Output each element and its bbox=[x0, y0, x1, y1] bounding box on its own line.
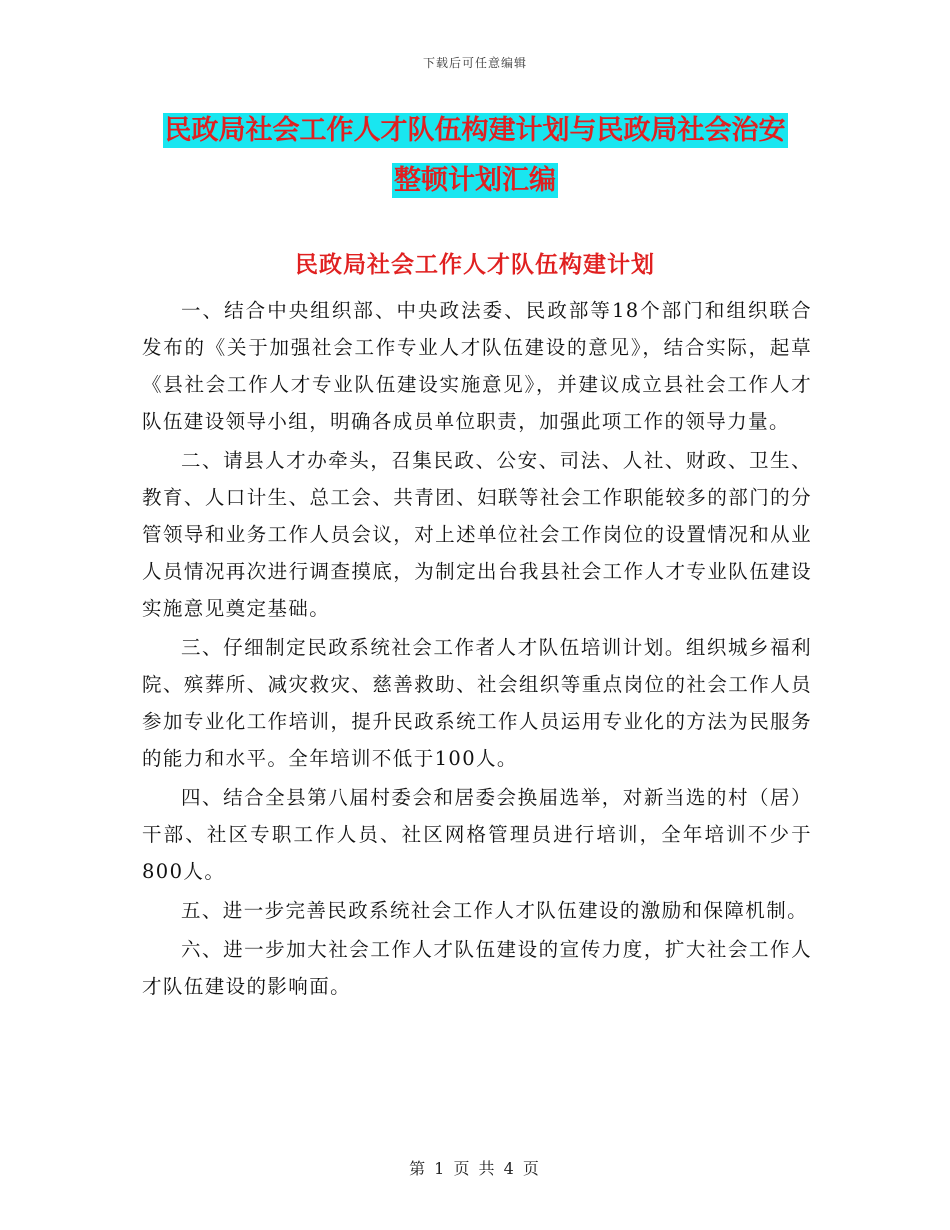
page-number-footer: 第 1 页 共 4 页 bbox=[409, 1159, 541, 1178]
paragraph: 二、请县人才办牵头，召集民政、公安、司法、人社、财政、卫生、教育、人口计生、总工会、共青团、妇联等社会工作职能较多的部门的分管领导和业务工作人员会议，对上述单位社会工作岗位的设置情况和从业人员情况再次进行调查摸底，为制定出台我县社会工作人才专业队伍建设实施意见奠定基础。 bbox=[142, 449, 812, 620]
paragraph: 四、结合全县第八届村委会和居委会换届选举，对新当选的村（居）干部、社区专职工作人员、社区网格管理员进行培训，全年培训不少于800人。 bbox=[142, 786, 812, 883]
document-title bbox=[140, 106, 810, 206]
document-title-line-1: 民政局社会工作人才队伍构建计划与民政局社会治安 bbox=[164, 115, 786, 146]
document-title-line-2: 整顿计划汇编 bbox=[394, 165, 556, 196]
section-title: 民政局社会工作人才队伍构建计划 bbox=[295, 252, 655, 278]
paragraph: 一、结合中央组织部、中央政法委、民政部等18个部门和组织联合发布的《关于加强社会工作专业人才队伍建设的意见》，结合实际，起草《县社会工作人才专业队伍建设实施意见》，并建议成立县社会工作人才队伍建设领导小组，明确各成员单位职责，加强此项工作的领导力量。 bbox=[142, 299, 812, 433]
document-body bbox=[142, 292, 812, 1007]
paragraph: 三、仔细制定民政系统社会工作者人才队伍培训计划。组织城乡福利院、殡葬所、减灾救灾、慈善救助、社会组织等重点岗位的社会工作人员参加专业化工作培训，提升民政系统工作人员运用专业化的方法为民服务的能力和水平。全年培训不低于100人。 bbox=[142, 636, 812, 770]
paragraph: 六、进一步加大社会工作人才队伍建设的宣传力度，扩大社会工作人才队伍建设的影响面。 bbox=[142, 938, 812, 998]
header-note: 下载后可任意编辑 bbox=[422, 56, 527, 70]
paragraph: 五、进一步完善民政系统社会工作人才队伍建设的激励和保障机制。 bbox=[181, 899, 809, 922]
